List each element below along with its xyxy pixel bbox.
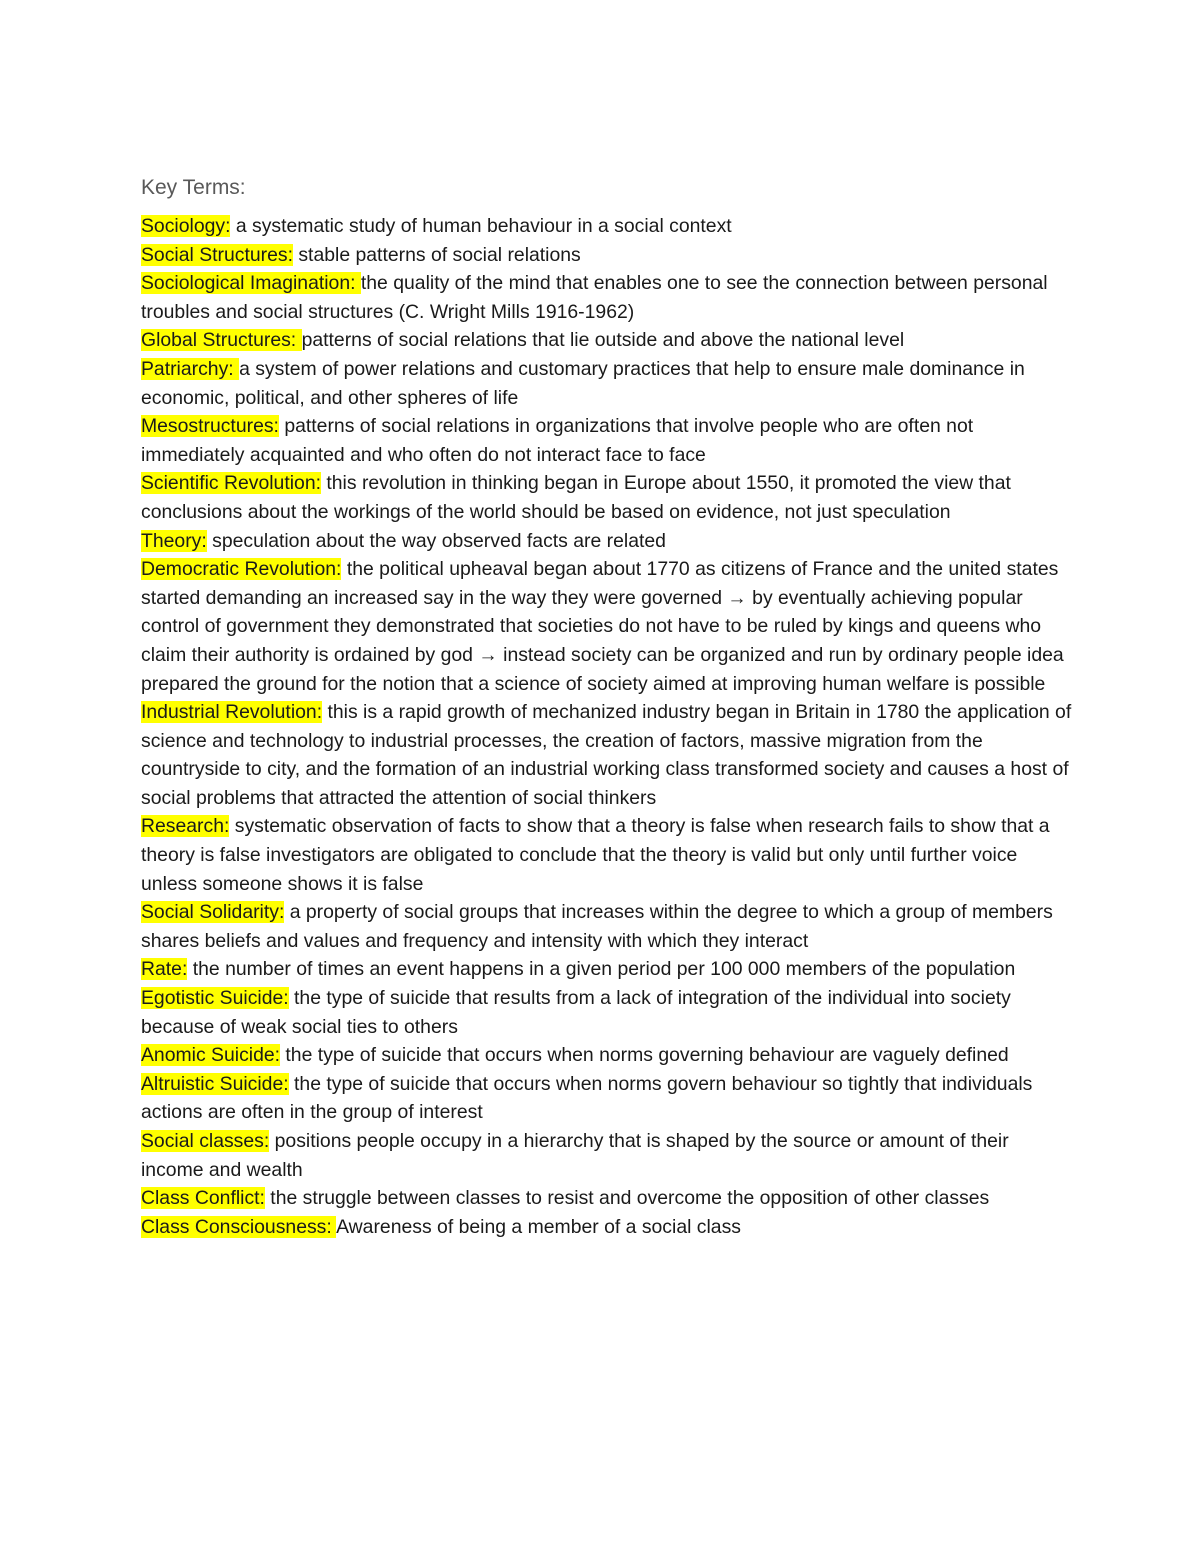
term-definition: patterns of social relations in organizations that involve people who are often not immediately acquainted and who often do not interact face to face bbox=[141, 415, 974, 466]
term-definition: the quality of the mind that enables one to see the connection between personal troubles and social structures (C. Wright Mills 1916-1962) bbox=[141, 272, 1048, 323]
term-label: Research: bbox=[141, 815, 230, 838]
term-entry bbox=[141, 269, 1076, 326]
term-label: Class Consciousness: bbox=[141, 1215, 337, 1238]
term-entry bbox=[141, 1213, 1076, 1242]
term-definition: stable patterns of social relations bbox=[292, 243, 581, 266]
term-entry bbox=[141, 1127, 1076, 1184]
term-definition: positions people occupy in a hierarchy that is shaped by the source or amount of their income and wealth bbox=[141, 1130, 1009, 1181]
term-label: Altruistic Suicide: bbox=[141, 1072, 289, 1095]
term-definition: the type of suicide that results from a lack of integration of the individual into society because of weak social ties to others bbox=[141, 987, 1011, 1038]
term-entry bbox=[141, 812, 1076, 898]
term-label: Class Conflict: bbox=[141, 1187, 265, 1210]
term-entry bbox=[141, 412, 1076, 469]
term-definition: the type of suicide that occurs when norms governing behaviour are vaguely defined bbox=[280, 1044, 1009, 1067]
term-label: Sociological Imagination: bbox=[141, 272, 361, 295]
term-entry bbox=[141, 355, 1076, 412]
term-definition: a property of social groups that increases within the degree to which a group of members shares beliefs and values and frequency and intensity with which they interact bbox=[141, 901, 1053, 952]
term-entry bbox=[141, 212, 1076, 241]
term-definition: the political upheaval began about 1770 as citizens of France and the united states started demanding an increased say in the way they were governed → by eventually achieving popular control of government they demonstrated that societies do not have to be ruled by kings and queens who claim their authority is ordained by god → instead society can be organized and run by ordinary people idea prepared the ground for the notion that a science of society aimed at improving human welfare is possible bbox=[141, 558, 1064, 695]
terms-list bbox=[141, 212, 1076, 1241]
term-entry bbox=[141, 898, 1076, 955]
term-entry bbox=[141, 698, 1076, 812]
term-definition: Awareness of being a member of a social class bbox=[336, 1215, 741, 1238]
term-definition: this revolution in thinking began in Europe about 1550, it promoted the view that conclusions about the workings of the world should be based on evidence, not just speculation bbox=[141, 472, 1011, 523]
term-entry bbox=[141, 555, 1076, 698]
page-heading: Key Terms: bbox=[141, 176, 246, 199]
term-label: Social Solidarity: bbox=[141, 901, 285, 924]
term-label: Egotistic Suicide: bbox=[141, 987, 289, 1010]
term-label: Scientific Revolution: bbox=[141, 472, 321, 495]
term-entry bbox=[141, 984, 1076, 1041]
term-definition: the number of times an event happens in a given period per 100 000 members of the population bbox=[187, 958, 1016, 981]
term-label: Mesostructures: bbox=[141, 415, 279, 438]
term-entry bbox=[141, 326, 1076, 355]
term-label: Social Structures: bbox=[141, 243, 293, 266]
term-label: Industrial Revolution: bbox=[141, 701, 323, 724]
term-entry bbox=[141, 527, 1076, 556]
term-entry bbox=[141, 1041, 1076, 1070]
term-entry bbox=[141, 469, 1076, 526]
term-entry bbox=[141, 1184, 1076, 1213]
term-definition: the type of suicide that occurs when norms govern behaviour so tightly that individuals actions are often in the group of interest bbox=[141, 1072, 1033, 1124]
term-entry bbox=[141, 241, 1076, 270]
term-label: Democratic Revolution: bbox=[141, 558, 342, 581]
term-definition: a systematic study of human behaviour in a social context bbox=[230, 215, 732, 237]
term-definition: this is a rapid growth of mechanized industry began in Britain in 1780 the application of science and technology to industrial processes, the creation of factors, massive migration from the countryside to city, and the formation of an industrial working class transformed society and causes a host of social problems that attracted the attention of social thinkers bbox=[141, 701, 1072, 809]
term-label: Sociology: bbox=[141, 215, 231, 237]
term-label: Anomic Suicide: bbox=[141, 1044, 281, 1067]
term-label: Patriarchy: bbox=[141, 357, 240, 380]
term-label: Social classes: bbox=[141, 1130, 270, 1152]
document-page bbox=[141, 172, 1076, 1241]
term-definition: the struggle between classes to resist and overcome the opposition of other classes bbox=[264, 1187, 990, 1210]
term-entry bbox=[141, 1070, 1076, 1127]
term-label: Global Structures: bbox=[141, 329, 302, 352]
term-definition: patterns of social relations that lie outside and above the national level bbox=[301, 329, 905, 352]
term-entry bbox=[141, 955, 1076, 984]
term-definition: a system of power relations and customary practices that help to ensure male dominance in economic, political, and other spheres of life bbox=[141, 357, 1025, 409]
term-label: Theory: bbox=[141, 529, 207, 552]
term-definition: speculation about the way observed facts are related bbox=[206, 529, 666, 552]
term-label: Rate: bbox=[141, 958, 188, 981]
term-definition: systematic observation of facts to show that a theory is false when research fails to show that a theory is false investigators are obligated to conclude that the theory is valid but only until further voice unless someone shows it is false bbox=[141, 815, 1050, 895]
